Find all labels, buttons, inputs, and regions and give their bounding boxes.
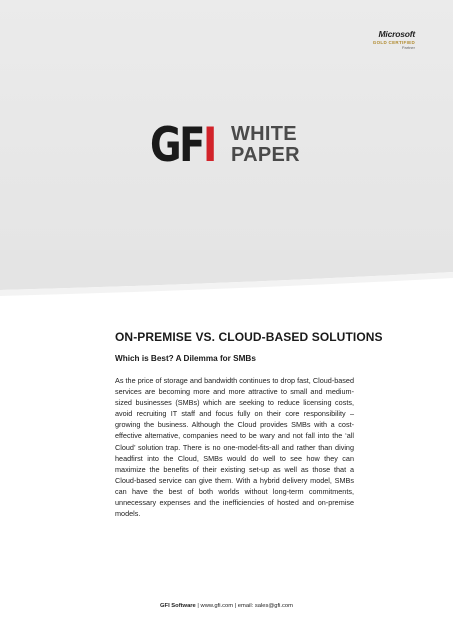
- gfi-logo-f: F: [179, 118, 204, 173]
- gfi-logo-i: I: [203, 118, 215, 173]
- microsoft-partner-badge: [373, 30, 415, 50]
- white-paper-label: [231, 124, 300, 166]
- footer-separator-1: |: [195, 603, 201, 609]
- gfi-logo-g: G: [150, 118, 180, 173]
- footer-separator-2: |: [233, 603, 238, 609]
- gfi-logo: [150, 118, 229, 173]
- microsoft-logo: Microsoft: [378, 29, 415, 39]
- white-paper-line2: PAPER: [231, 144, 300, 166]
- partner-label: Partner: [401, 45, 415, 50]
- document-subtitle: Which is Best? A Dilemma for SMBs: [115, 354, 256, 363]
- gold-certified-label: GOLD CERTIFIED: [372, 39, 415, 45]
- document-body: As the price of storage and bandwidth continues to drop fast, Cloud-based services are becoming more and more attractive to small and medium-sized businesses (SMBs) which are seeking to reduce licensing costs, avoid recruiting IT staff and focus fully on their core responsibility – growing the business. Although the Cloud provides SMBs with a cost-effective alternative, companies need to be wary and not fall into the ‘all Cloud’ solution trap. There is no one-model-fits-all and rather than diving headfirst into the Cloud, SMBs would do well to see how they can maximize the benefits of their existing set-up as well as those that a Cloud-based service can give them. With a hybrid delivery model, SMBs can have the best of both worlds without long-term commitments, unnecessary expenses and the inefficiencies of hosted and on-premise models.: [115, 376, 354, 519]
- footer-company: GFI Software: [160, 603, 196, 609]
- footer-website-link[interactable]: www.gfi.com: [200, 603, 234, 609]
- page-footer: [0, 603, 453, 609]
- white-paper-line1: WHITE: [231, 123, 297, 145]
- header-wave-decoration: [0, 250, 453, 310]
- footer-email-link[interactable]: email: sales@gfi.com: [237, 603, 293, 609]
- document-title: ON-PREMISE VS. CLOUD-BASED SOLUTIONS: [115, 330, 383, 344]
